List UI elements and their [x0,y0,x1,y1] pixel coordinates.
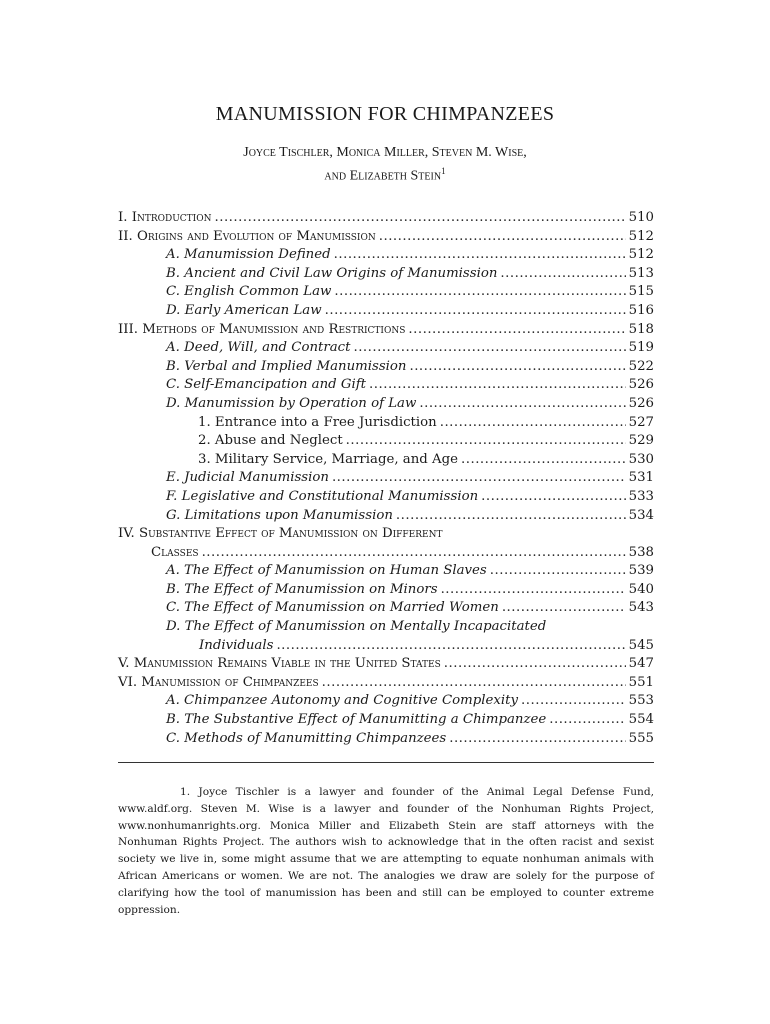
toc-entry: 3. Military Service, Marriage, and Age ..... 530 [118,452,654,471]
toc-entry: Individuals ..... 545 [118,638,654,657]
footnote-text: 1. Joyce Tischler is a lawyer and founder of the Animal Legal Defense Fund, www.aldf.org. Steven M. Wise is a lawyer and founder of the Nonhuman Rights Project, www.nonhumanrights.org. Monica Miller and Elizabeth Stein are staff attorneys with the Nonhuman Rights Project. The authors wish to acknowledge that in the often racist and sexist society we live in, some might assume that we are attempting to equate nonhuman animals with African Americans or women. We are not. The analogies we draw are solely for the purpose of clarifying how the tool of manumission has been and still can be employed to counter extreme oppression. [118,786,654,916]
toc-entry: B. The Substantive Effect of Manumitting a Chimpanzee ..... 554 [118,712,654,731]
toc-entry: C. English Common Law ..... 515 [118,284,654,303]
toc-entry: I. Introduction ..... 510 [118,210,654,229]
toc-entry: IV. Substantive Effect of Manumission on Different [118,526,443,542]
toc-entry: VI. Manumission of Chimpanzees ..... 551 [118,675,654,694]
toc-entry: E. Judicial Manumission ..... 531 [118,470,654,489]
toc-entry: A. Chimpanzee Autonomy and Cognitive Complexity ..... 553 [118,693,654,712]
article-title: MANUMISSION FOR CHIMPANZEES [215,103,555,125]
toc-entry: C. Methods of Manumitting Chimpanzees ..... 555 [118,731,654,750]
toc-entry: D. The Effect of Manumission on Mentally Incapacitated [166,619,547,635]
footnote-divider [118,762,654,763]
toc-entry: A. Deed, Will, and Contract ..... 519 [118,340,654,359]
authors-line-2-text: and Elizabeth Stein [324,168,442,184]
toc-entry: 2. Abuse and Neglect ..... 529 [118,433,654,452]
toc-entry: B. The Effect of Manumission on Minors ..... 540 [118,582,654,601]
toc-entry: A. Manumission Defined ..... 512 [118,247,654,266]
toc-entry: D. Early American Law ..... 516 [118,303,654,322]
toc-entry: III. Methods of Manumission and Restrictions ..... 518 [118,322,654,341]
toc-entry: D. Manumission by Operation of Law ..... 526 [118,396,654,415]
toc-entry: C. The Effect of Manumission on Married Women ..... 543 [118,600,654,619]
footnote-mark: 1 [441,166,446,176]
toc-entry: A. The Effect of Manumission on Human Slaves ..... 539 [118,563,654,582]
toc-entry: 1. Entrance into a Free Jurisdiction ..... 527 [118,415,654,434]
toc-entry: Classes ..... 538 [118,545,654,564]
toc-entry: G. Limitations upon Manumission ..... 534 [118,508,654,527]
toc-entry: B. Ancient and Civil Law Origins of Manumission ..... 513 [118,266,654,285]
footnote [118,784,654,918]
toc-entry: B. Verbal and Implied Manumission ..... 522 [118,359,654,378]
authors-line-2 [0,162,770,186]
authors-line-1: Joyce Tischler, Monica Miller, Steven M. Wise, [243,145,527,160]
table-of-contents [118,210,654,749]
author-block [0,143,770,186]
toc-entry: F. Legislative and Constitutional Manumission ..... 533 [118,489,654,508]
toc-entry: V. Manumission Remains Viable in the United States ..... 547 [118,656,654,675]
toc-entry: C. Self-Emancipation and Gift ..... 526 [118,377,654,396]
toc-entry: II. Origins and Evolution of Manumission ..... 512 [118,229,654,248]
